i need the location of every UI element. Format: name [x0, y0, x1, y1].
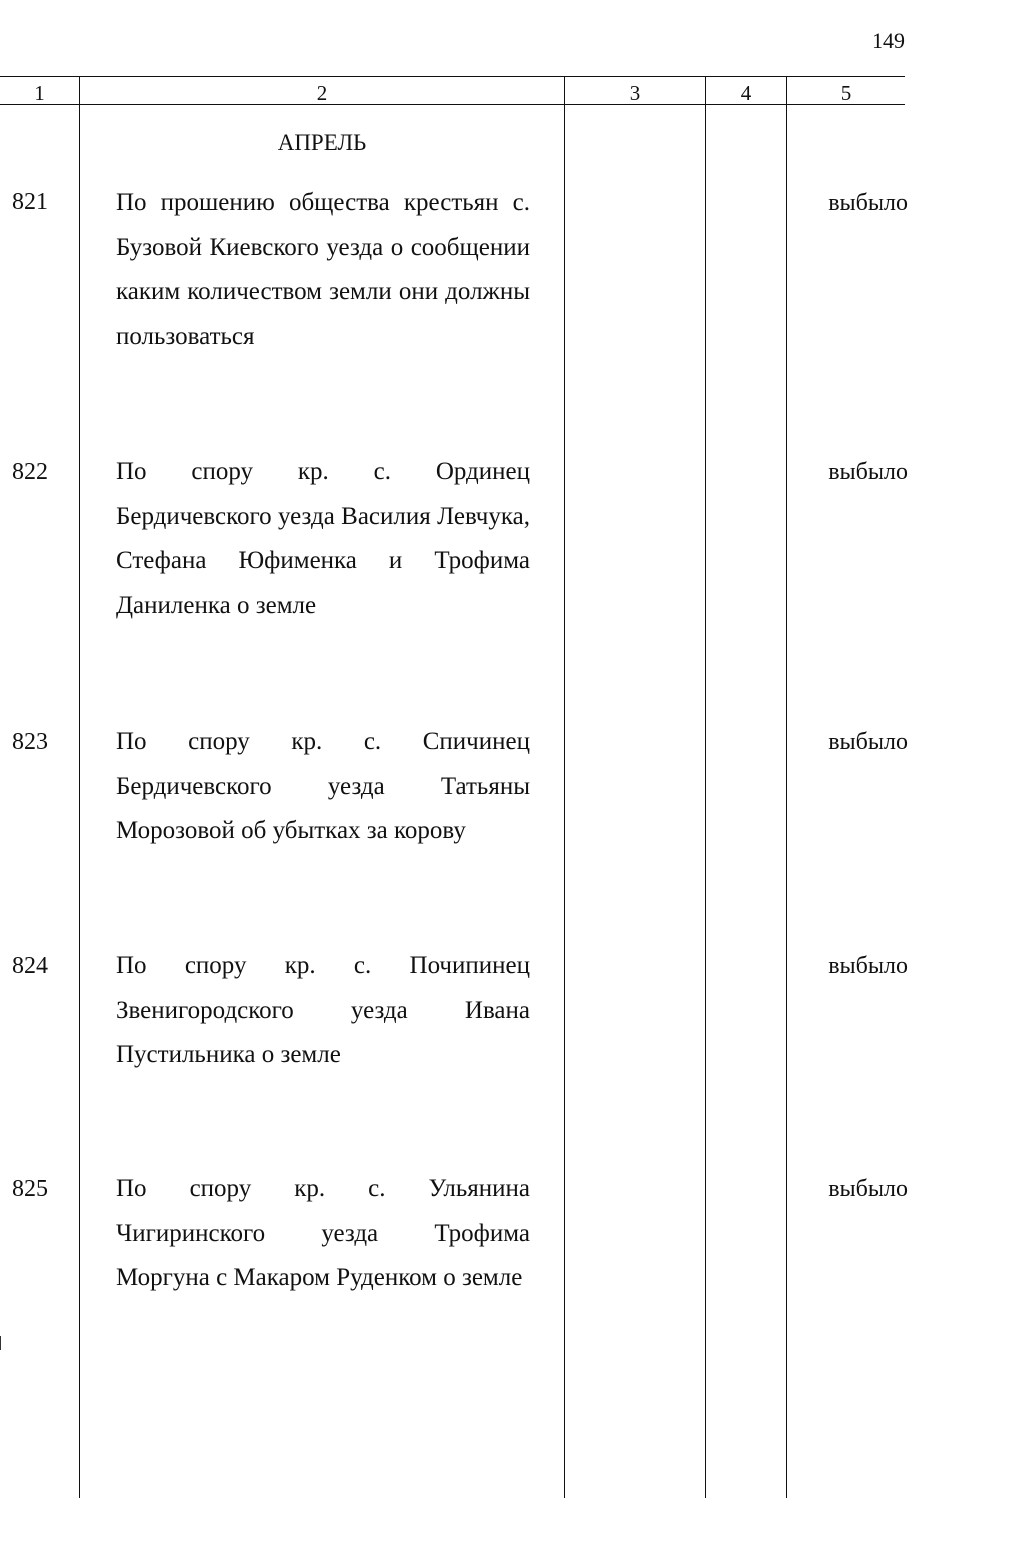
entry-number: 824: [12, 953, 48, 979]
entry-number: 823: [12, 729, 48, 755]
margin-mark: [0, 1336, 1, 1350]
entry-status: выбыло: [828, 1176, 908, 1202]
entry-description: По прошению общества крестьян с. Бузовой Киевского уезда о сообщении каким количеством земли они должны пользоваться: [116, 189, 530, 350]
column-header-1: 1: [34, 81, 45, 105]
column-divider-2: [564, 76, 565, 1498]
column-header-2: 2: [316, 81, 328, 105]
column-header-5: 5: [840, 81, 852, 105]
entry-status: выбыло: [828, 459, 908, 485]
entry-number: 825: [12, 1176, 48, 1202]
column-header-3: 3: [629, 81, 641, 105]
table-top-border: [0, 76, 905, 77]
column-divider-1: [79, 76, 80, 1498]
entry-number: 822: [12, 459, 48, 485]
entry-description: По спору кр. с. Ординец Бердичевского уезда Василия Левчука, Стефана Юфименка и Трофима Даниленка о земле: [116, 458, 530, 619]
section-heading: АПРЕЛЬ: [277, 130, 367, 155]
column-header-4: 4: [740, 81, 752, 105]
entry-description: По спору кр. с. Почипинец Звенигородского уезда Ивана Пустильника о земле: [116, 952, 530, 1068]
column-divider-4: [786, 76, 787, 1498]
entry-description: По спору кр. с. Ульянина Чигиринского уезда Трофима Моргуна с Макаром Руденком о земле: [116, 1175, 530, 1291]
entry-status: выбыло: [828, 729, 908, 755]
entry-number: 821: [12, 189, 48, 215]
entry-status: выбыло: [828, 953, 908, 979]
column-divider-3: [705, 76, 706, 1498]
entry-description: По спору кр. с. Спичинец Бердичевского уезда Татьяны Морозовой об убытках за корову: [116, 728, 530, 844]
page-number: 149: [872, 28, 905, 53]
entry-status: выбыло: [828, 190, 908, 216]
